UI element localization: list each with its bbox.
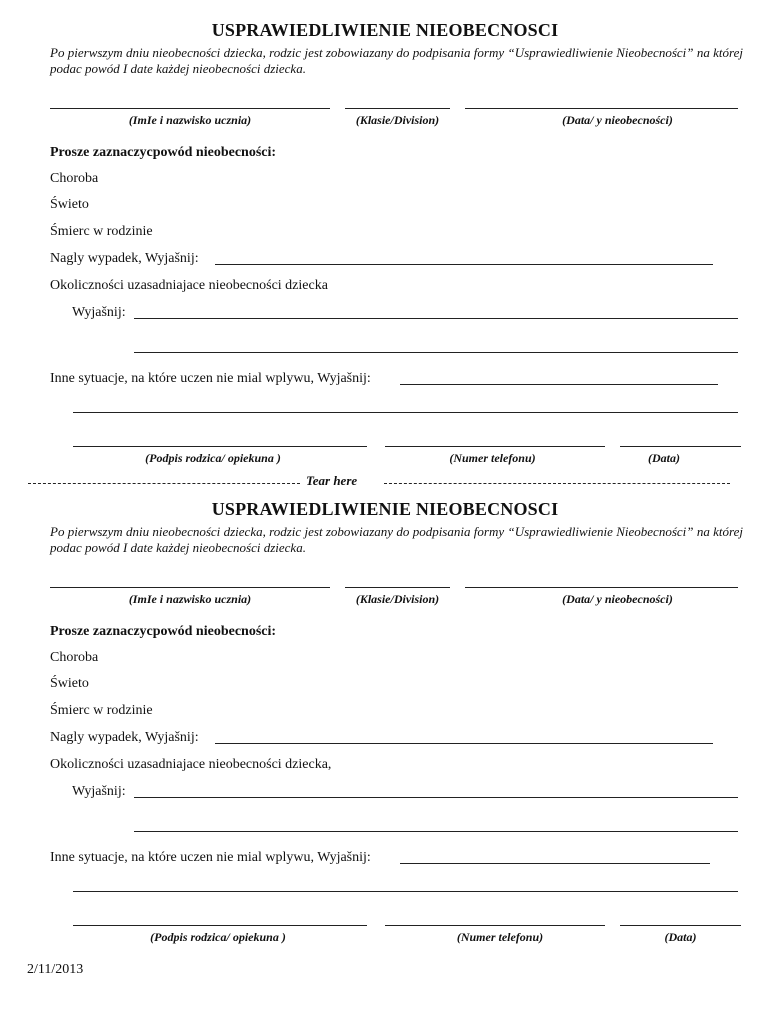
reason-accident-2: Nagly wypadek, Wyjašnij: xyxy=(50,730,199,745)
class-line[interactable] xyxy=(345,108,450,109)
absence-date-caption-2: (Data/ y nieobecności) xyxy=(562,592,673,606)
reason-holiday[interactable]: Świeto xyxy=(50,197,89,212)
accident-explain-line[interactable] xyxy=(215,264,713,265)
tear-dash-right xyxy=(384,483,730,484)
signature-date-caption-2: (Data) xyxy=(664,930,697,944)
absence-date-line[interactable] xyxy=(465,108,738,109)
student-name-line-2[interactable] xyxy=(50,587,330,588)
reason-death-2[interactable]: Śmierc w rodzinie xyxy=(50,703,153,718)
reason-other-2: Inne sytuacje, na które uczen nie mial wplywu, Wyjašnij: xyxy=(50,850,371,865)
phone-line[interactable] xyxy=(385,446,605,447)
form-title: USPRAWIEDLIWIENIE NIEOBECNOSCI xyxy=(211,20,559,40)
reason-circumstances: Okoliczności uzasadniajace nieobecności dziecka xyxy=(50,278,328,293)
circumstances-explain-line-3[interactable] xyxy=(134,797,738,798)
parent-signature-caption: (Podpis rodzica/ opiekuna ) xyxy=(145,451,281,465)
signature-date-line[interactable] xyxy=(620,446,741,447)
other-explain-line-3[interactable] xyxy=(400,863,710,864)
absence-date-line-2[interactable] xyxy=(465,587,738,588)
circumstances-explain-line-1[interactable] xyxy=(134,318,738,319)
class-line-2[interactable] xyxy=(345,587,450,588)
footer-date: 2/11/2013 xyxy=(27,962,84,977)
phone-line-2[interactable] xyxy=(385,925,605,926)
reason-illness-2[interactable]: Choroba xyxy=(50,650,99,665)
form-title-2: USPRAWIEDLIWIENIE NIEOBECNOSCI xyxy=(211,499,559,519)
tear-label: Tear here xyxy=(306,473,358,488)
explain-label-2: Wyjašnij: xyxy=(72,784,126,799)
other-explain-line-2[interactable] xyxy=(73,412,738,413)
class-caption: (Klasie/Division) xyxy=(355,113,440,127)
signature-date-line-2[interactable] xyxy=(620,925,741,926)
reason-holiday-2[interactable]: Świeto xyxy=(50,676,89,691)
other-explain-line-4[interactable] xyxy=(73,891,738,892)
student-name-line[interactable] xyxy=(50,108,330,109)
explain-label: Wyjašnij: xyxy=(72,305,126,320)
reason-death[interactable]: Śmierc w rodzinie xyxy=(50,224,153,239)
class-caption-2: (Klasie/Division) xyxy=(355,592,440,606)
circumstances-explain-line-2[interactable] xyxy=(134,352,738,353)
phone-caption-2: (Numer telefonu) xyxy=(456,930,544,944)
intro-text-2: Po pierwszym dniu nieobecności dziecka, rodzic jest zobowiazany do podpisania formy “Usprawiedliwienie Nieobecności” na której podac powód I date każdej nieobecności dziecka. xyxy=(50,524,743,555)
parent-signature-line[interactable] xyxy=(73,446,367,447)
parent-signature-line-2[interactable] xyxy=(73,925,367,926)
parent-signature-caption-2: (Podpis rodzica/ opiekuna ) xyxy=(150,930,286,944)
other-explain-line-1[interactable] xyxy=(400,384,718,385)
phone-caption: (Numer telefonu) xyxy=(449,451,536,465)
signature-date-caption: (Data) xyxy=(648,451,680,465)
reason-illness[interactable]: Choroba xyxy=(50,171,99,186)
accident-explain-line-2[interactable] xyxy=(215,743,713,744)
intro-text: Po pierwszym dniu nieobecności dziecka, rodzic jest zobowiazany do podpisania formy “Usprawiedliwienie Nieobecności” na której podac powód I date każdej nieobecności dziecka. xyxy=(50,45,743,76)
reason-other: Inne sytuacje, na które uczen nie mial wplywu, Wyjašnij: xyxy=(50,371,371,386)
reason-heading: Prosze zaznaczycpowód nieobecności: xyxy=(50,145,277,160)
circumstances-explain-line-4[interactable] xyxy=(134,831,738,832)
student-name-caption-2: (ImIe i nazwisko ucznia) xyxy=(128,592,252,606)
tear-dash-left xyxy=(28,483,300,484)
student-name-caption: (ImIe i nazwisko ucznia) xyxy=(128,113,252,127)
absence-date-caption: (Data/ y nieobecności) xyxy=(562,113,673,127)
reason-heading-2: Prosze zaznaczycpowód nieobecności: xyxy=(50,624,277,639)
reason-accident: Nagly wypadek, Wyjašnij: xyxy=(50,251,199,266)
reason-circumstances-2: Okoliczności uzasadniajace nieobecności dziecka, xyxy=(50,757,332,772)
